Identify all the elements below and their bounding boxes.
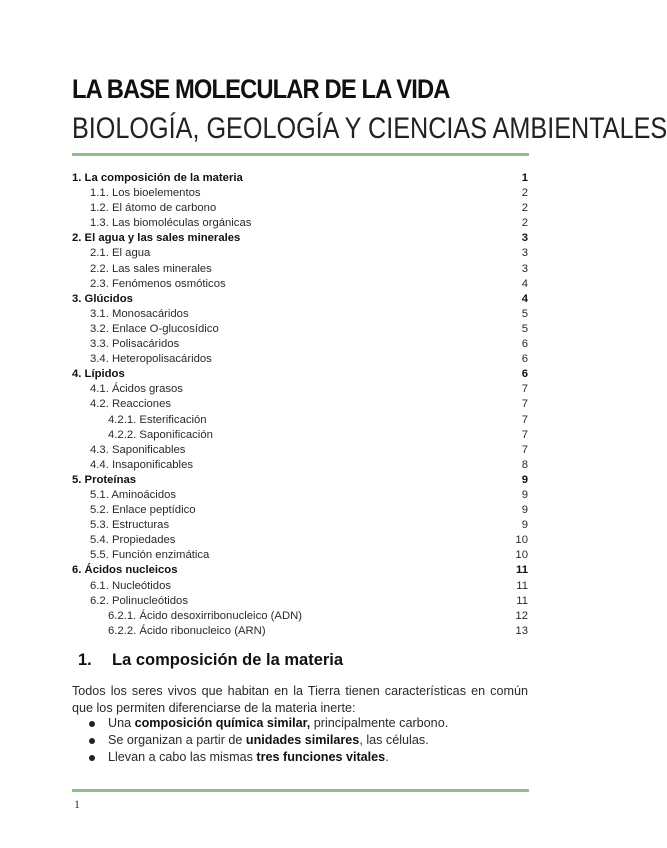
toc-entry-label: 4.2.1. Esterificación (108, 413, 207, 426)
toc-entry[interactable] (72, 292, 528, 307)
list-item: Una composición química similar, principalmente carbono. (72, 715, 528, 732)
toc-entry[interactable] (72, 518, 528, 533)
page-number: 1 (74, 797, 80, 811)
toc-entry-page: 9 (521, 488, 528, 501)
toc-entry[interactable] (72, 488, 528, 503)
section-heading (72, 651, 528, 670)
toc-entry-label: 3.2. Enlace O-glucosídico (90, 322, 219, 335)
toc-entry-page: 4 (521, 277, 528, 290)
toc-entry-label: 2. El agua y las sales minerales (72, 232, 241, 245)
toc-entry-page: 2 (521, 202, 528, 215)
toc-entry-page: 5 (521, 322, 528, 335)
toc-entry-label: 4.3. Saponificables (90, 443, 186, 456)
toc-entry[interactable] (72, 563, 528, 578)
toc-entry-label: 2.1. El agua (90, 247, 151, 260)
toc-entry-label: 5.1. Aminoácidos (90, 488, 177, 501)
toc-entry-label: 4.2. Reacciones (90, 398, 172, 411)
toc-entry[interactable] (72, 579, 528, 594)
toc-entry-label: 3.3. Polisacáridos (90, 338, 180, 351)
section-title: La composición de la materia (112, 651, 344, 669)
section-number: 1. (78, 651, 92, 669)
toc-entry-page: 2 (521, 187, 528, 200)
toc-entry-label: 3.1. Monosacáridos (90, 307, 189, 320)
toc-entry-label: 4.2.2. Saponificación (108, 428, 213, 441)
toc-entry-page: 11 (516, 579, 528, 592)
toc-entry-label: 1.2. El átomo de carbono (90, 202, 217, 215)
toc-entry-page: 7 (521, 428, 528, 441)
toc-entry-label: 1. La composición de la materia (72, 172, 243, 184)
toc-entry-page: 10 (515, 534, 528, 547)
toc-entry-page: 5 (521, 307, 528, 320)
header-divider (72, 153, 529, 156)
toc-entry-label: 3. Glúcidos (72, 292, 133, 305)
toc-entry[interactable] (72, 548, 528, 563)
toc-entry-page: 4 (521, 292, 528, 305)
toc-entry-page: 9 (521, 504, 528, 517)
toc-entry[interactable] (72, 624, 528, 639)
toc-entry-label: 3.4. Heteropolisacáridos (90, 353, 212, 366)
toc-entry-page: 7 (521, 398, 528, 411)
toc-entry-page: 7 (521, 443, 528, 456)
toc-entry[interactable] (72, 277, 528, 292)
toc-entry-page: 6 (521, 368, 528, 381)
bullet-icon (89, 755, 95, 761)
toc-entry-label: 6.2. Polinucleótidos (90, 594, 188, 607)
toc-entry-page: 6 (521, 338, 528, 351)
toc-entry-label: 4.1. Ácidos grasos (90, 383, 183, 396)
table-of-contents (72, 171, 528, 639)
toc-entry-page: 9 (521, 473, 528, 486)
toc-entry[interactable] (72, 337, 528, 352)
toc-entry[interactable] (72, 352, 528, 367)
list-item: Llevan a cabo las mismas tres funciones vitales. (72, 749, 528, 766)
toc-entry-label: 6.1. Nucleótidos (90, 579, 172, 592)
toc-entry[interactable] (72, 262, 528, 277)
toc-entry-page: 3 (521, 247, 528, 260)
toc-entry[interactable] (72, 413, 528, 428)
toc-entry[interactable] (72, 533, 528, 548)
toc-entry[interactable] (72, 609, 528, 624)
toc-entry-page: 8 (521, 458, 528, 471)
toc-entry[interactable] (72, 594, 528, 609)
toc-entry[interactable] (72, 382, 528, 397)
toc-entry-label: 5. Proteínas (72, 473, 137, 486)
toc-entry-page: 3 (521, 262, 528, 275)
toc-entry[interactable] (72, 322, 528, 337)
toc-entry-page: 9 (521, 519, 528, 532)
toc-entry-label: 5.2. Enlace peptídico (90, 504, 196, 517)
toc-entry-page: 7 (521, 383, 528, 396)
toc-entry-page: 11 (516, 594, 528, 607)
toc-entry-label: 6.2.1. Ácido desoxirribonucleico (ADN) (108, 609, 303, 622)
toc-entry-label: 2.2. Las sales minerales (90, 262, 212, 275)
toc-entry[interactable] (72, 473, 528, 488)
document-subtitle: BIOLOGÍA, GEOLOGÍA Y CIENCIAS AMBIENTALES (72, 112, 667, 145)
toc-entry[interactable] (72, 443, 528, 458)
toc-entry-label: 5.5. Función enzimática (90, 549, 210, 562)
list-item: Se organizan a partir de unidades similares, las células. (72, 732, 528, 749)
toc-entry-label: 1.1. Los bioelementos (90, 187, 201, 200)
toc-entry-label: 5.3. Estructuras (90, 519, 170, 532)
document-title: LA BASE MOLECULAR DE LA VIDA (72, 74, 450, 104)
toc-entry[interactable] (72, 171, 528, 186)
toc-entry-page: 7 (521, 413, 528, 426)
toc-entry-page: 10 (515, 549, 528, 562)
toc-entry[interactable] (72, 307, 528, 322)
toc-entry[interactable] (72, 231, 528, 246)
toc-entry-page: 6 (521, 353, 528, 366)
toc-entry-page: 11 (516, 564, 528, 577)
toc-entry[interactable] (72, 186, 528, 201)
toc-entry-label: 4. Lípidos (72, 368, 125, 381)
bullet-icon (89, 738, 95, 744)
toc-entry-page: 2 (521, 217, 528, 230)
toc-entry[interactable] (72, 216, 528, 231)
toc-entry-label: 4.4. Insaponificables (90, 458, 193, 471)
toc-entry[interactable] (72, 246, 528, 261)
toc-entry-label: 5.4. Propiedades (90, 534, 176, 547)
toc-entry[interactable] (72, 201, 528, 216)
toc-entry-page: 1 (521, 172, 528, 184)
bullet-list (72, 715, 528, 766)
toc-entry[interactable] (72, 458, 528, 473)
toc-entry-page: 13 (515, 624, 528, 637)
footer-divider (72, 789, 529, 792)
toc-entry-label: 1.3. Las biomoléculas orgánicas (90, 217, 252, 230)
toc-entry-page: 3 (521, 232, 528, 245)
section-paragraph: Todos los seres vivos que habitan en la Tierra tienen características en común que los permiten diferenciarse de la materia inerte: (72, 684, 528, 715)
bullet-icon (89, 721, 95, 727)
toc-entry[interactable] (72, 397, 528, 412)
toc-entry-label: 6.2.2. Ácido ribonucleico (ARN) (108, 624, 266, 637)
toc-entry-label: 6. Ácidos nucleicos (72, 564, 178, 577)
toc-entry-page: 12 (515, 609, 528, 622)
toc-entry[interactable] (72, 503, 528, 518)
toc-entry[interactable] (72, 367, 528, 382)
toc-entry[interactable] (72, 428, 528, 443)
toc-entry-label: 2.3. Fenómenos osmóticos (90, 277, 226, 290)
